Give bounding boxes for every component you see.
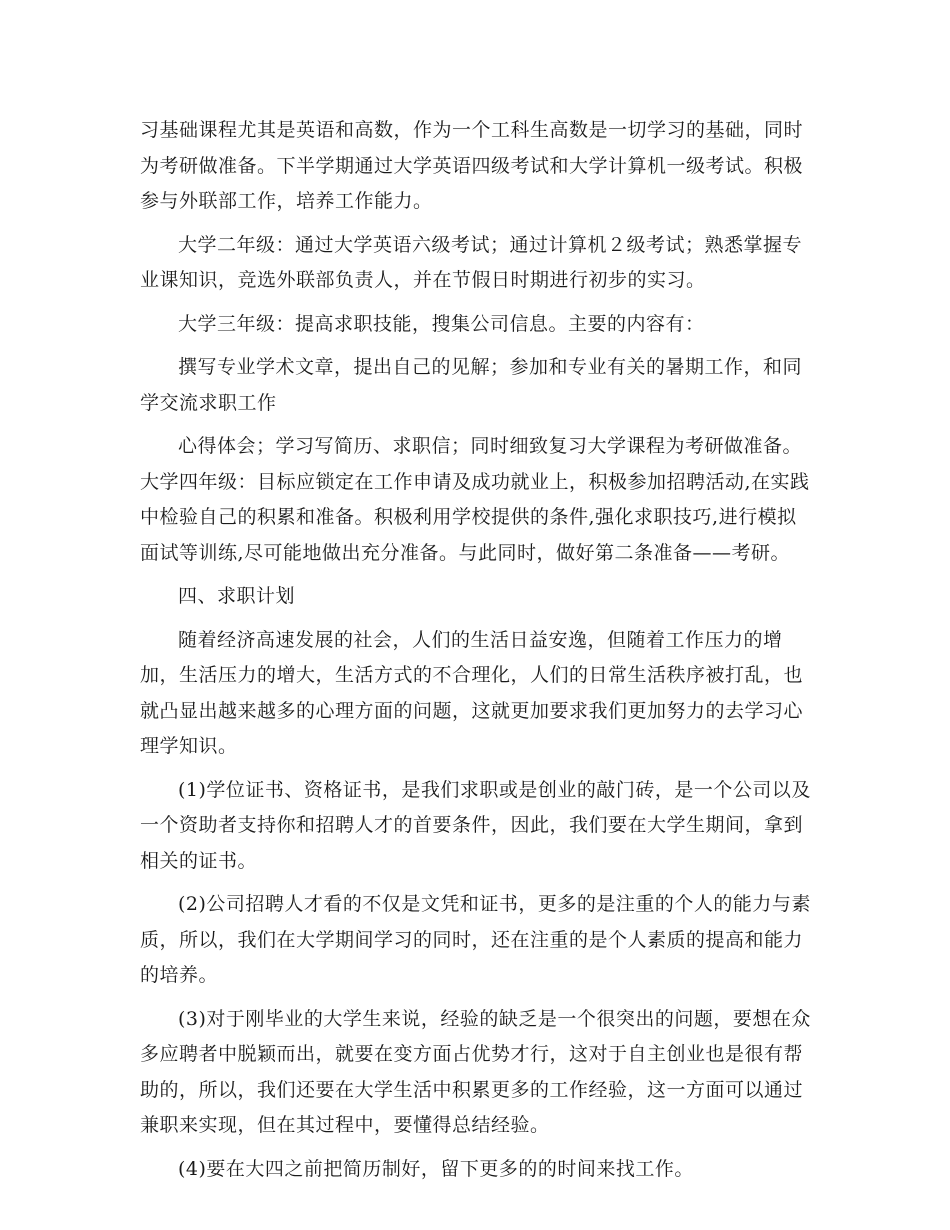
paragraph-continuation: 习基础课程尤其是英语和高数，作为一个工科生高数是一切学习的基础，同时为考研做准备。下半学期通过大学英语四级考试和大学计算机一级考试。积极参与外联部工作，培养工作能力。 — [140, 119, 804, 212]
list-item-1: (1)学位证书、资格证书，是我们求职或是创业的敲门砖，是一个公司以及一个资助者支持你和招聘人才的首要条件，因此，我们要在大学生期间，拿到相关的证书。 — [140, 778, 811, 872]
paragraph-academic-writing: 撰写专业学术文章，提出自己的见解；参加和专业有关的暑期工作，和同学交流求职工作 — [140, 356, 803, 414]
paragraph-year-three: 大学三年级：提高求职技能，搜集公司信息。主要的内容有： — [178, 312, 705, 335]
paragraph-year-two: 大学二年级：通过大学英语六级考试；通过计算机２级考试；熟悉掌握专业课知识，竞选外联部负责人，并在节假日时期进行初步的实习。 — [140, 233, 803, 291]
document-body — [140, 113, 813, 1187]
paragraph-psychology: 随着经济高速发展的社会，人们的生活日益安逸，但随着工作压力的增加，生活压力的增大，生活方式的不合理化，人们的日常生活秩序被打乱，也就凸显出越来越多的心理方面的问题，这就更加要求我们更加努力的去学习心理学知识。 — [140, 628, 804, 757]
paragraph-year-four: 心得体会；学习写简历、求职信；同时细致复习大学课程为考研做准备。大学四年级：目标应锁定在工作申请及成功就业上，积极参加招聘活动,在实践中检验自己的积累和准备。积极利用学校提供的条件,强化求职技巧,进行模拟面试等训练,尽可能地做出充分准备。与此同时，做好第二条准备——考研。 — [140, 435, 810, 564]
list-item-4: (4)要在大四之前把简历制好，留下更多的的时间来找工作。 — [178, 1157, 694, 1180]
list-item-3: (3)对于刚毕业的大学生来说，经验的缺乏是一个很突出的问题，要想在众多应聘者中脱颖而出，就要在变方面占优势才行，这对于自主创业也是很有帮助的，所以，我们还要在大学生活中积累更多的工作经验，这一方面可以通过兼职来实现，但在其过程中，要懂得总结经验。 — [140, 1007, 811, 1136]
section-heading-job-plan: 四、求职计划 — [178, 585, 296, 607]
list-item-2: (2)公司招聘人才看的不仅是文凭和证书，更多的是注重的个人的能力与素质，所以，我们在大学期间学习的同时，还在注重的是个人素质的提高和能力的培养。 — [140, 893, 811, 986]
